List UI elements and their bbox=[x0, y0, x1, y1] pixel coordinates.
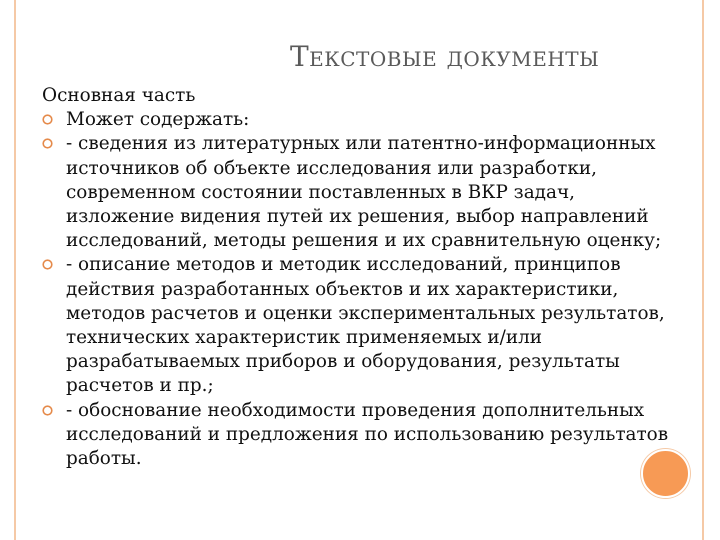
list-item-text: - сведения из литературных или патентно-информационных источников об объекте исследования или разработки, современном состоянии поставленных в ВКР задач, изложение видения путей их решения, выбор направлений исследований, методы решения и их сравнительную оценку; bbox=[66, 133, 662, 252]
orange-circle-icon bbox=[641, 449, 690, 498]
circle-bullet-icon bbox=[42, 138, 53, 149]
section-heading: Основная часть bbox=[42, 85, 196, 106]
list-item-text: Может содержать: bbox=[66, 109, 250, 131]
slide-body bbox=[42, 84, 682, 471]
list-item bbox=[42, 132, 682, 253]
bullet-list bbox=[42, 108, 682, 471]
list-item-text: - описание методов и методик исследований, принципов действия разработанных объектов и их характеристики, методов расчетов и оценки экспериментальных результатов, технических характеристик применяемых и/или разрабатываемых приборов и оборудования, результаты расчетов и пр.; bbox=[66, 254, 665, 397]
list-item bbox=[42, 108, 682, 132]
slide-title: Текстовые документы bbox=[290, 40, 600, 73]
list-item bbox=[42, 253, 682, 398]
circle-bullet-icon bbox=[42, 405, 53, 416]
list-item bbox=[42, 399, 682, 472]
circle-bullet-icon bbox=[42, 259, 53, 270]
list-item-text: - обоснование необходимости проведения дополнительных исследований и предложения по использованию результатов работы. bbox=[66, 399, 669, 470]
circle-bullet-icon bbox=[42, 114, 53, 125]
